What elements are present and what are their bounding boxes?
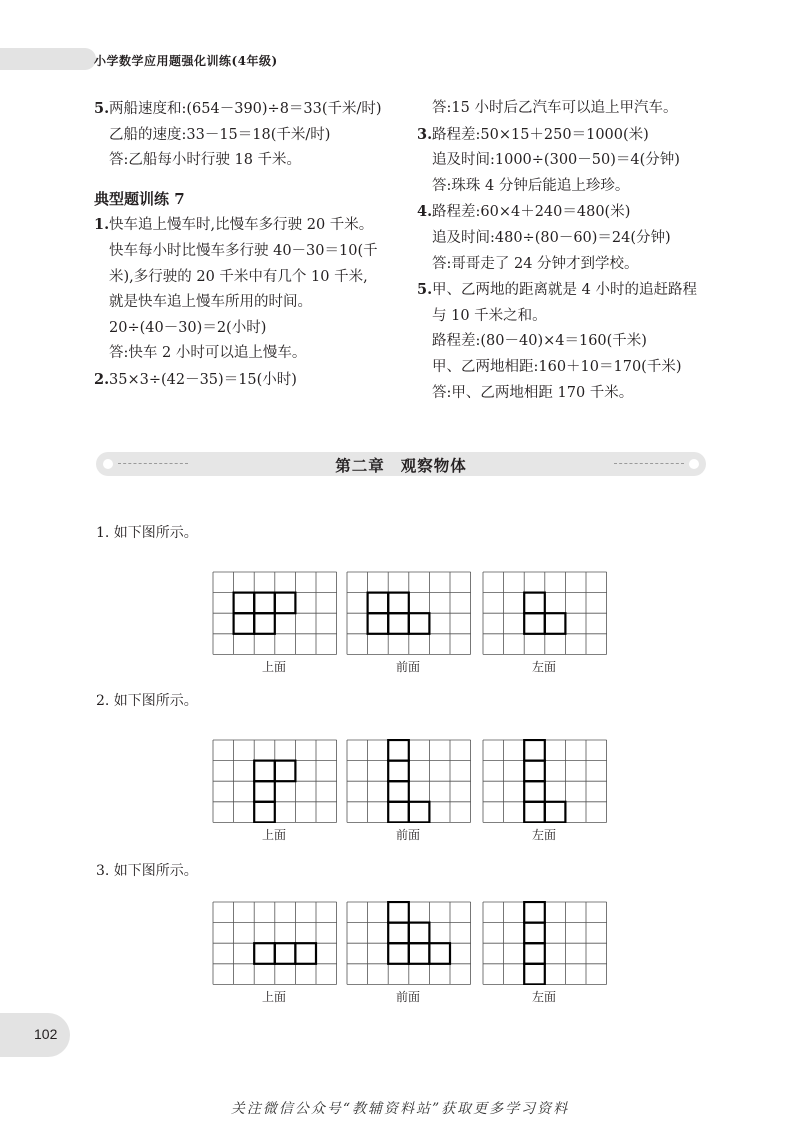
section-title: 典型题训练 7 bbox=[94, 189, 185, 208]
view-caption: 前面 bbox=[395, 660, 420, 675]
highlighted-cell bbox=[409, 943, 430, 964]
item-number: 1. bbox=[94, 216, 110, 234]
answer-line: 甲、乙两地的距离就是 4 小时的追赶路程 bbox=[432, 282, 697, 299]
answer-item-5 bbox=[417, 277, 737, 406]
view-grid bbox=[212, 901, 338, 985]
view-grid bbox=[346, 901, 472, 985]
highlighted-cell bbox=[388, 943, 409, 964]
highlighted-cell bbox=[388, 923, 409, 944]
view-grid bbox=[212, 571, 338, 655]
highlighted-cell bbox=[524, 923, 545, 944]
highlighted-cell bbox=[275, 761, 296, 782]
answer-line: 35×3÷(42－35)＝15(小时) bbox=[109, 371, 297, 388]
page-number: 102 bbox=[34, 1026, 58, 1042]
highlighted-cell bbox=[409, 923, 430, 944]
highlighted-cell bbox=[545, 613, 566, 634]
highlighted-cell bbox=[388, 802, 409, 823]
view-grid bbox=[346, 571, 472, 655]
question-label: 3. 如下图所示。 bbox=[96, 863, 198, 879]
answer-line: 快车追上慢车时,比慢车多行驶 20 千米。 bbox=[109, 217, 374, 234]
footer-note: 关注微信公众号“教辅资料站”获取更多学习资料 bbox=[230, 1101, 570, 1117]
answer-item-5 bbox=[94, 96, 424, 174]
question-label: 1. 如下图所示。 bbox=[96, 525, 198, 541]
highlighted-cell bbox=[254, 761, 275, 782]
highlighted-cell bbox=[524, 902, 545, 923]
item-number: 4. bbox=[417, 203, 433, 221]
highlighted-cell bbox=[368, 593, 389, 614]
answer-line: 路程差:60×4＋240＝480(米) bbox=[432, 204, 631, 221]
highlighted-cell bbox=[254, 943, 275, 964]
highlighted-cell bbox=[524, 761, 545, 782]
view-caption: 左面 bbox=[531, 660, 556, 675]
highlighted-cell bbox=[254, 613, 275, 634]
chapter-name: 观察物体 bbox=[400, 456, 467, 475]
answer-line: 快车每小时比慢车多行驶 40－30＝10(千 bbox=[109, 242, 378, 259]
answer-line: 20÷(40－30)＝2(小时) bbox=[109, 319, 267, 336]
view-grid bbox=[482, 571, 608, 655]
chapter-banner bbox=[96, 452, 706, 476]
answer-line: 答:15 小时后乙汽车可以追上甲汽车。 bbox=[432, 100, 678, 116]
item-number: 2. bbox=[94, 370, 110, 388]
view-grid bbox=[482, 739, 608, 823]
view-grid bbox=[346, 739, 472, 823]
question-label: 2. 如下图所示。 bbox=[96, 693, 198, 709]
item-number: 5. bbox=[417, 281, 433, 299]
highlighted-cell bbox=[388, 740, 409, 761]
highlighted-cell bbox=[254, 802, 275, 823]
highlighted-cell bbox=[388, 761, 409, 782]
answer-line: 答:乙船每小时行驶 18 千米。 bbox=[109, 152, 302, 169]
highlighted-cell bbox=[524, 613, 545, 634]
highlighted-cell bbox=[524, 593, 545, 614]
answer-line: 两船速度和:(654－390)÷8＝33(千米/时) bbox=[109, 101, 382, 117]
highlighted-cell bbox=[524, 943, 545, 964]
chapter-title bbox=[96, 454, 706, 476]
answer-line: 追及时间:480÷(80－60)＝24(分钟) bbox=[432, 229, 671, 246]
highlighted-cell bbox=[545, 802, 566, 823]
answer-item-4 bbox=[417, 199, 737, 277]
answer-item-3 bbox=[417, 122, 737, 200]
highlighted-cell bbox=[368, 613, 389, 634]
highlighted-cell bbox=[388, 902, 409, 923]
answer-item-1 bbox=[94, 212, 424, 367]
view-grid bbox=[212, 739, 338, 823]
view-caption: 左面 bbox=[531, 828, 556, 843]
answer-line: 米),多行驶的 20 千米中有几个 10 千米, bbox=[109, 268, 368, 285]
answer-line: 追及时间:1000÷(300－50)＝4(分钟) bbox=[432, 152, 680, 169]
highlighted-cell bbox=[275, 943, 296, 964]
view-grid bbox=[482, 901, 608, 985]
item-number: 5. bbox=[94, 100, 110, 117]
answer-line: 乙船的速度:33－15＝18(千米/时) bbox=[109, 126, 331, 143]
view-caption: 上面 bbox=[261, 990, 286, 1005]
highlighted-cell bbox=[388, 593, 409, 614]
highlighted-cell bbox=[295, 943, 316, 964]
answer-line: 就是快车追上慢车所用的时间。 bbox=[109, 294, 312, 311]
highlighted-cell bbox=[524, 740, 545, 761]
answer-line: 答:快车 2 小时可以追上慢车。 bbox=[109, 345, 307, 362]
view-caption: 前面 bbox=[395, 828, 420, 843]
banner-dash-right bbox=[614, 463, 684, 464]
highlighted-cell bbox=[275, 593, 296, 614]
answer-line: 与 10 千米之和。 bbox=[432, 307, 547, 324]
answer-line: 路程差:50×15＋250＝1000(米) bbox=[432, 126, 649, 143]
answer-item-2 bbox=[94, 367, 424, 394]
view-caption: 左面 bbox=[531, 990, 556, 1005]
answer-line: 答:甲、乙两地相距 170 千米。 bbox=[432, 384, 634, 401]
view-caption: 上面 bbox=[261, 828, 286, 843]
highlighted-cell bbox=[524, 781, 545, 802]
right-column bbox=[417, 96, 737, 406]
highlighted-cell bbox=[234, 593, 255, 614]
highlighted-cell bbox=[254, 593, 275, 614]
highlighted-cell bbox=[524, 964, 545, 985]
running-title: 小学数学应用题强化训练(4年级) bbox=[94, 54, 278, 68]
highlighted-cell bbox=[429, 943, 450, 964]
item-number: 3. bbox=[417, 125, 433, 143]
answer-line: 路程差:(80－40)×4＝160(千米) bbox=[432, 333, 647, 350]
highlighted-cell bbox=[409, 613, 430, 634]
highlighted-cell bbox=[388, 781, 409, 802]
highlighted-cell bbox=[254, 781, 275, 802]
highlighted-cell bbox=[524, 802, 545, 823]
view-caption: 上面 bbox=[261, 660, 286, 675]
highlighted-cell bbox=[409, 802, 430, 823]
chapter-number: 第二章 bbox=[335, 456, 385, 475]
answer-line: 甲、乙两地相距:160＋10＝170(千米) bbox=[432, 358, 682, 375]
answer-line: 答:珠珠 4 分钟后能追上珍珍。 bbox=[432, 177, 630, 194]
highlighted-cell bbox=[388, 613, 409, 634]
header-tab bbox=[0, 48, 96, 70]
highlighted-cell bbox=[234, 613, 255, 634]
left-column bbox=[94, 96, 424, 394]
answer-line: 答:哥哥走了 24 分钟才到学校。 bbox=[432, 255, 639, 272]
view-caption: 前面 bbox=[395, 990, 420, 1005]
banner-dot-right bbox=[689, 459, 699, 469]
